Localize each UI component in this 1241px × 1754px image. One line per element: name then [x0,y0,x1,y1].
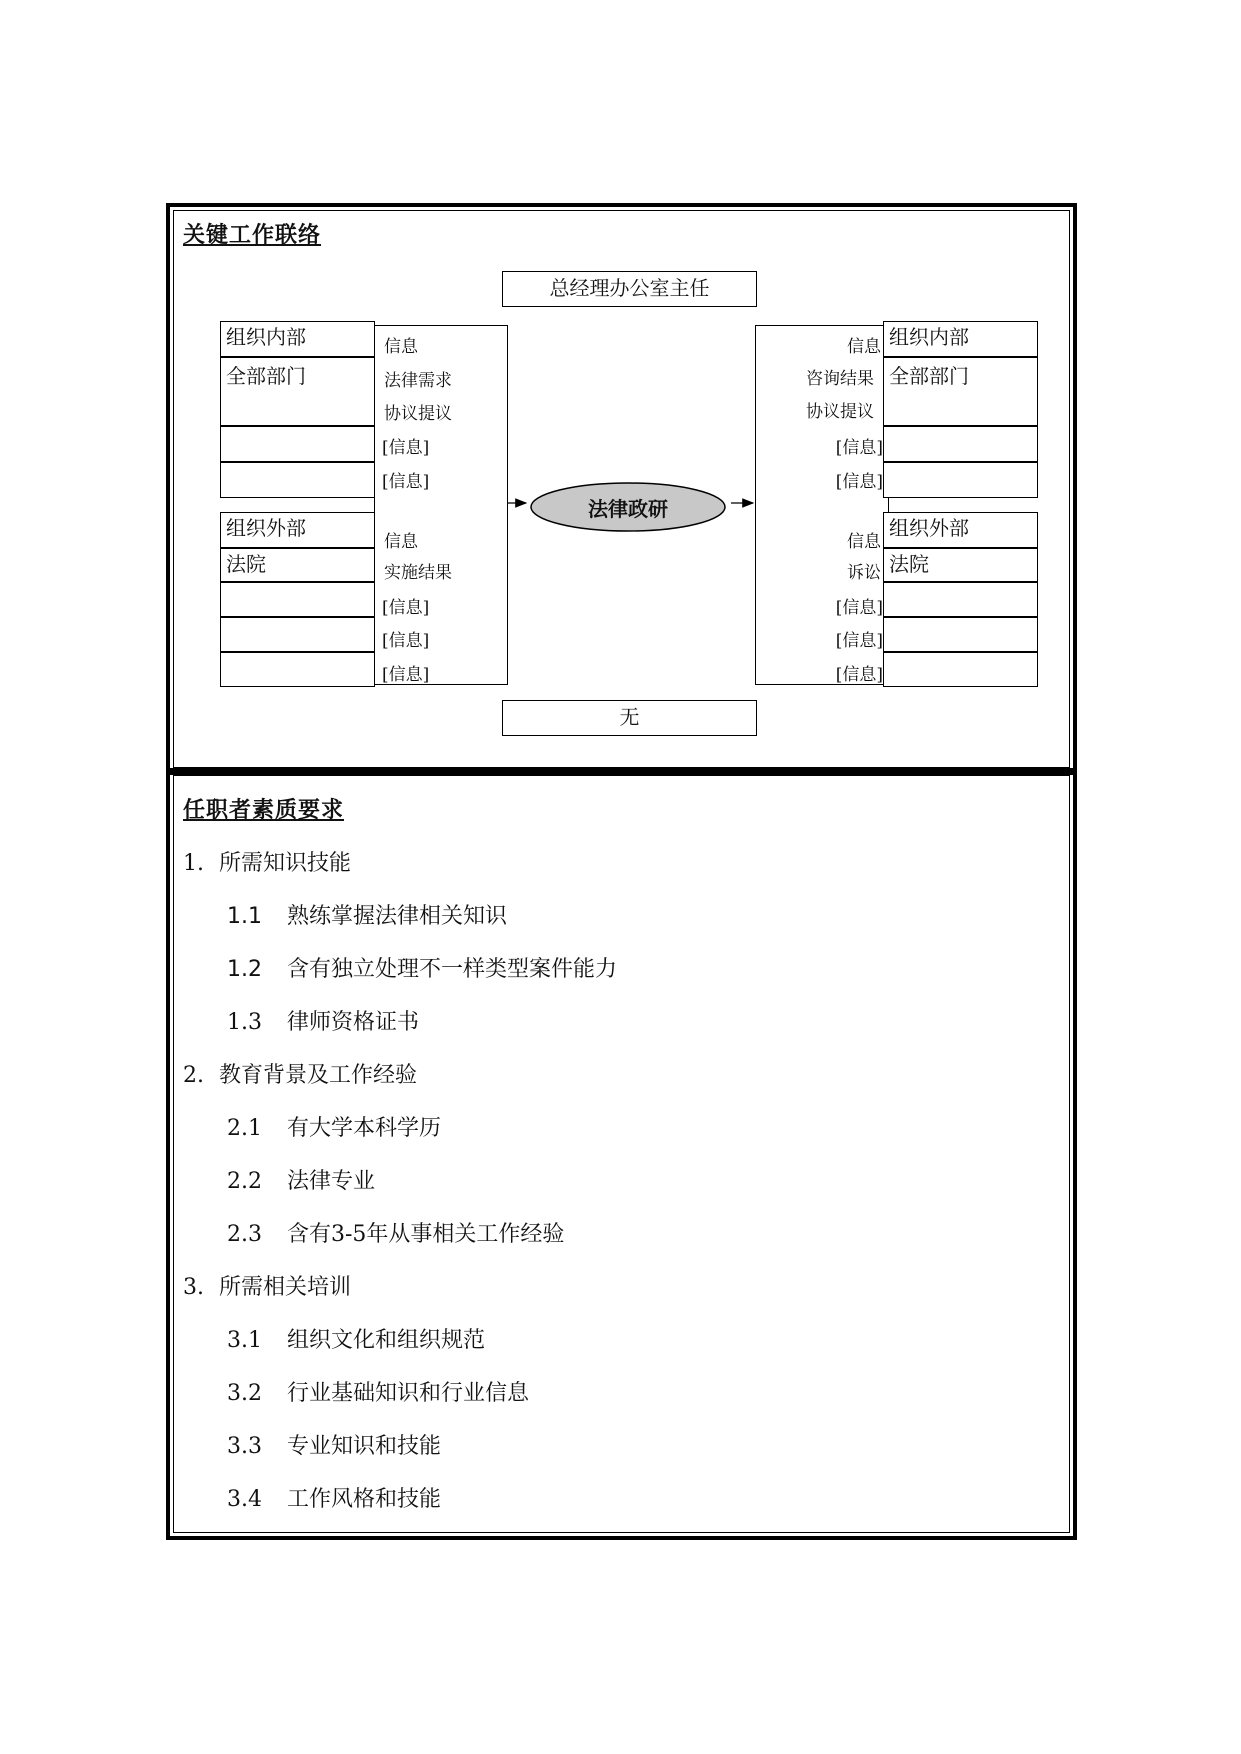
left-external-label-5: [信息] [382,665,430,685]
right-internal-label-5: [信息] [835,472,883,492]
center-label: 法律政研 [588,497,668,521]
item-2-3 [227,1217,564,1248]
left-internal-label-3: 协议提议 [384,404,452,424]
group-3-title: 所需相关培训 [219,1275,352,1300]
item-3-4-text: 工作风格和技能 [287,1487,442,1512]
item-3-3-num: 3.3 [227,1434,262,1459]
item-2-1 [227,1111,441,1142]
item-3-1 [227,1323,485,1354]
item-3-2-num: 3.2 [227,1381,262,1406]
group-3-num: 3. [183,1275,204,1300]
right-internal-dept-text: 全部部门 [889,364,969,388]
item-1-2-text: 含有独立处理不一样类型案件能力 [287,957,618,982]
right-external-label-5: [信息] [835,665,883,685]
item-2-2-text: 法律专业 [287,1169,376,1194]
item-1-3-num: 1.3 [227,1010,262,1035]
item-1-1-text: 熟练掌握法律相关知识 [287,904,508,929]
left-internal-dept-text: 全部部门 [226,364,306,388]
left-external-label-4: [信息] [382,631,430,651]
left-external-header-text: 组织外部 [226,516,306,540]
item-2-1-text: 有大学本科学历 [287,1116,442,1141]
left-internal-label-2: 法律需求 [384,371,452,391]
right-external-label-4: [信息] [835,631,883,651]
left-internal-label-1: 信息 [384,337,418,357]
right-internal-label-4: [信息] [835,438,883,458]
item-3-1-num: 3.1 [227,1328,262,1353]
right-external-label-3: [信息] [835,598,883,618]
bottom-box-label: 无 [619,705,640,729]
group-2-num: 2. [183,1063,204,1088]
left-internal-header-text: 组织内部 [226,325,306,349]
contacts-section-title: 关键工作联络 [183,223,322,248]
item-3-2-text: 行业基础知识和行业信息 [287,1381,530,1406]
item-2-2-num: 2.2 [227,1169,262,1194]
right-internal-header-text: 组织内部 [889,325,969,349]
right-external-dept-text: 法院 [889,552,929,576]
item-3-3-text: 专业知识和技能 [287,1434,442,1459]
item-1-2 [227,952,617,983]
item-3-3 [227,1429,441,1460]
item-1-3-text: 律师资格证书 [287,1010,420,1035]
requirements-section-title: 任职者素质要求 [183,798,345,823]
group-1-num: 1. [183,851,204,876]
right-external-header-text: 组织外部 [889,516,969,540]
top-box-label: 总经理办公室主任 [549,276,710,300]
item-1-3 [227,1005,419,1036]
right-internal-label-2: 咨询结果 [806,369,874,389]
item-1-1-num: 1.1 [227,904,262,929]
group-1-heading [183,846,351,877]
left-internal-label-5: [信息] [382,472,430,492]
left-external-dept-text: 法院 [226,552,266,576]
group-3-heading [183,1270,351,1301]
left-external-label-2: 实施结果 [384,563,452,583]
right-external-label-2: 诉讼 [847,563,881,583]
left-internal-label-4: [信息] [382,438,430,458]
item-3-4-num: 3.4 [227,1487,262,1512]
item-2-1-num: 2.1 [227,1116,262,1141]
right-internal-label-1: 信息 [847,337,881,357]
item-2-3-num: 2.3 [227,1222,262,1247]
item-2-3-text: 含有3-5年从事相关工作经验 [287,1222,565,1247]
left-external-label-3: [信息] [382,598,430,618]
item-2-2 [227,1164,375,1195]
item-1-1 [227,899,507,930]
group-2-heading [183,1058,417,1089]
item-3-4 [227,1482,441,1513]
right-external-label-1: 信息 [847,532,881,552]
item-1-2-num: 1.2 [227,957,262,982]
item-3-2 [227,1376,529,1407]
group-2-title: 教育背景及工作经验 [219,1063,418,1088]
group-1-title: 所需知识技能 [219,851,352,876]
right-internal-label-3: 协议提议 [806,402,874,422]
item-3-1-text: 组织文化和组织规范 [287,1328,486,1353]
left-external-label-1: 信息 [384,532,418,552]
